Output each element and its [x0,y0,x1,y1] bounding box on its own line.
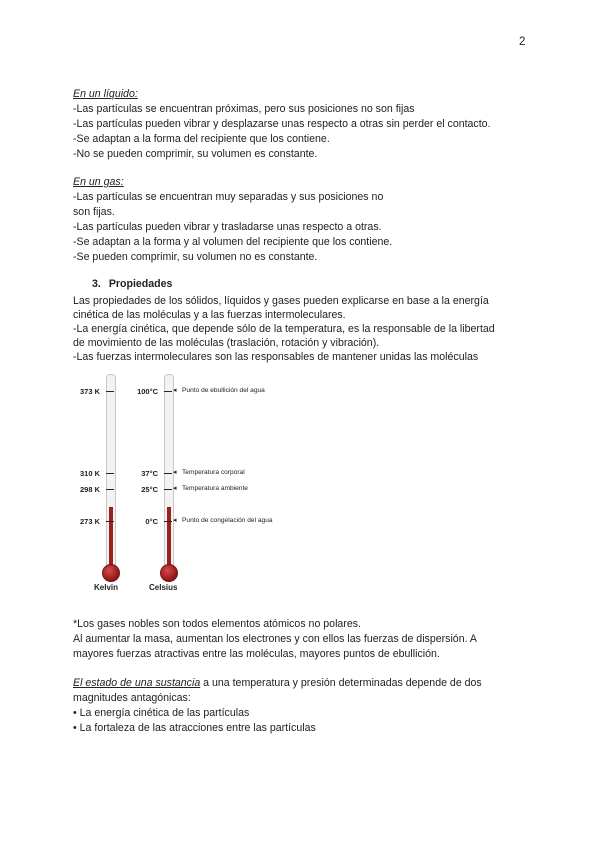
kelvin-tick [106,489,114,490]
celsius-tick-label: 0°C [145,517,158,526]
kelvin-bulb [102,564,120,582]
kelvin-label: Kelvin [94,583,119,592]
celsius-tick-label: 37°C [141,469,158,478]
state-rest: a una temperatura y presión determinadas depende de dos [200,677,482,689]
liquid-line: -Se adaptan a la forma del recipiente que los contiene. [73,133,330,145]
state-line [73,676,482,690]
mark-annotation: Temperatura corporal [182,469,245,476]
state-heading: El estado de una sustancia [73,677,201,689]
bullet-item: • La fortaleza de las atracciones entre las partículas [73,722,316,734]
gas-line: -Se adaptan a la forma y al volumen del recipiente que los contiene. [73,236,393,248]
arrow-left-icon: ◂ [173,469,177,476]
kelvin-tick [106,473,114,474]
kelvin-tick-label: 273 K [79,517,100,526]
celsius-bulb [160,564,178,582]
page-number: 2 [519,36,526,48]
gas-line: -Las partículas se encuentran muy separadas y sus posiciones no [73,191,384,203]
celsius-tick [164,473,172,474]
gas-line: -Se pueden comprimir, su volumen no es constante. [73,251,318,263]
liquid-line: -Las partículas pueden vibrar y desplazarse unas respecto a otras sin perder el contacto. [73,118,491,130]
liquid-line: -No se pueden comprimir, su volumen es constante. [73,148,318,160]
celsius-mercury [167,507,171,572]
liquid-heading: En un líquido: [73,88,138,100]
section-line: -La energía cinética, que depende sólo de la temperatura, es la responsable de la libertad [73,323,495,335]
celsius-tick [164,391,172,392]
mark-annotation: Punto de congelación del agua [182,517,273,524]
note-line: Al aumentar la masa, aumentan los electrones y con ellos las fuerzas de dispersión. A [73,633,477,645]
note-line: mayores fuerzas atractivas entre las moléculas, mayores puntos de ebullición. [73,648,440,660]
kelvin-tick [106,391,114,392]
arrow-left-icon: ◂ [173,517,177,524]
state-line2: magnitudes antagónicas: [73,692,191,704]
kelvin-tick-label: 298 K [79,485,100,494]
gas-line: -Las partículas pueden vibrar y trasladarse unas respecto a otras. [73,221,382,233]
gas-line: son fijas. [73,206,115,218]
celsius-label: Celsius [149,583,178,592]
thermometer-figure [76,368,306,596]
liquid-line: -Las partículas se encuentran próximas, pero sus posiciones no son fijas [73,103,415,115]
kelvin-tick-label: 373 K [79,387,100,396]
arrow-left-icon: ◂ [173,387,177,394]
kelvin-tick-label: 310 K [79,469,100,478]
gas-heading: En un gas: [73,176,124,188]
celsius-tick [164,489,172,490]
section-number: 3. [92,278,101,290]
section-line: Las propiedades de los sólidos, líquidos y gases pueden explicarse en base a la energía [73,295,489,307]
celsius-tick [164,521,172,522]
celsius-tick-label: 100°C [137,387,158,396]
kelvin-tick [106,521,114,522]
mark-annotation: Punto de ebullición del agua [182,387,265,394]
arrow-left-icon: ◂ [173,485,177,492]
section-line: cinética de las moléculas y a las fuerzas intermoleculares. [73,309,346,321]
section-line: -Las fuerzas intermoleculares son las responsables de mantener unidas las moléculas [73,351,479,363]
bullet-item: • La energía cinética de las partículas [73,707,250,719]
section-title: Propiedades [108,278,173,290]
note-line: *Los gases nobles son todos elementos atómicos no polares. [73,618,361,630]
kelvin-mercury [109,507,113,572]
section-line: de movimiento de las moléculas (traslación, rotación y vibración). [73,337,380,349]
section-heading [92,278,172,290]
mark-annotation: Temperatura ambiente [182,485,248,492]
celsius-tick-label: 25°C [141,485,158,494]
